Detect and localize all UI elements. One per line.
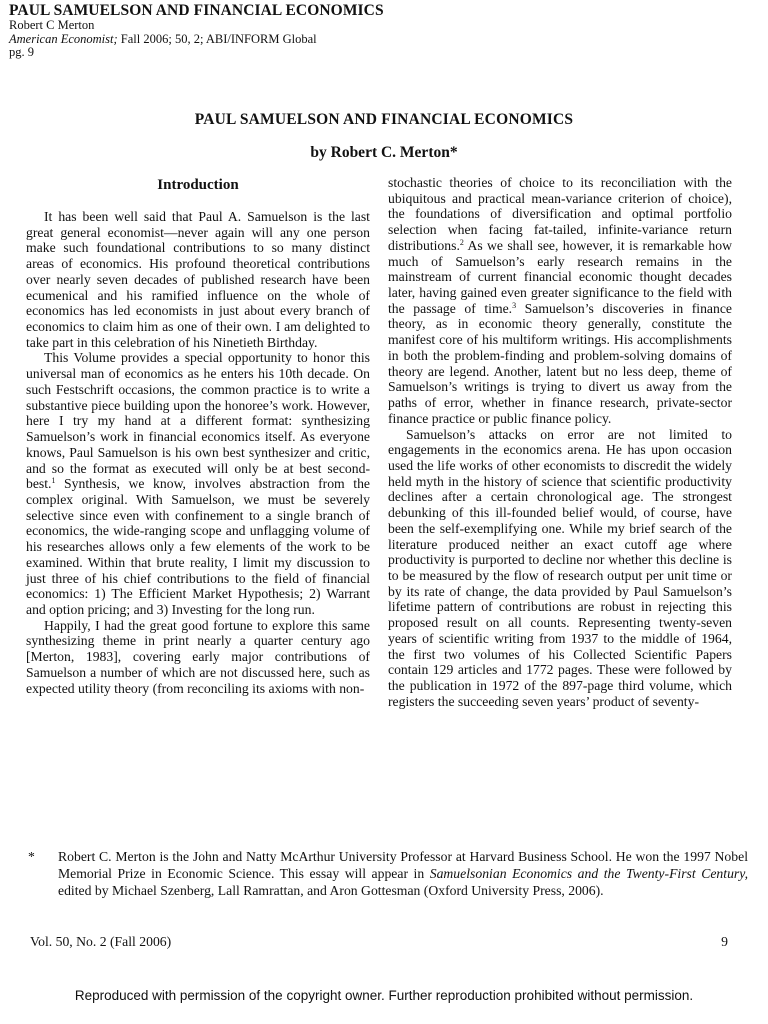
paragraph: stochastic theories of choice to its reconciliation with the ubiquitous and practical mean-variance criterion of choice), the foundations of diversification and optimal portfolio selection when facing fat-tailed, infinite-variance return distributions.$^2$ As we shall see, however, it is remarkable how much of Samuelson’s early research remains in the mainstream of current financial economic thought decades later, having gained even greater significance to the field with the passage of time.$^3$ Samuelson’s discoveries in finance theory, as in economic theory generally, constitute the manifest core of his multiform writings. His accomplishments in both the problem-finding and problem-solving domains of theory are legend. Another, latent but no less deep, theme of Samuelson’s writings is trying to divert us away from the paths of error, whether in finance research, private-sector finance practice or public finance policy. xyxy=(388,175,732,426)
paragraph: This Volume provides a special opportunity to honor this universal man of economics as he enters his 10th decade. On such Festschrift occasions, the common practice is to write a substantive piece building upon the honoree’s work. However, here I try my hand at a different format: synthesizing Samuelson’s work in financial economics itself. As everyone knows, Paul Samuelson is his own best synthesizer and critic, and so the format as executed will only be at best second-best.$^1$ Synthesis, we know, involves abstraction from the complex original. With Samuelson, we must be severely selective since even with confinement to a single branch of economics, the wide-ranging scope and unflagging volume of his researches allows only a few elements of the work to be examined. Within that brute reality, I limit my discussion to just three of his chief contributions to the field of financial economics: 1) The Efficient Market Hypothesis; 2) Warrant and option pricing; and 3) Investing for the long run. xyxy=(26,350,370,617)
footnote xyxy=(28,848,748,899)
footnote-book-title: Samuelsonian Economics and the Twenty-First Century, xyxy=(429,866,748,881)
footnote-text-2: edited by Michael Szenberg, Lall Ramrattan, and Aron Gottesman (Oxford University Press, 2006). xyxy=(58,883,604,898)
document-header xyxy=(9,2,384,60)
paragraph: Happily, I had the great good fortune to explore this same synthesizing theme in print nearly a quarter century ago [Merton, 1983], covering early major contributions of Samuelson a number of which are not discussed here, such as expected utility theory (from reconciling its axioms with non- xyxy=(26,617,370,696)
footer-volume: Vol. 50, No. 2 (Fall 2006) xyxy=(30,934,172,949)
header-citation xyxy=(9,33,384,47)
article-title: PAUL SAMUELSON AND FINANCIAL ECONOMICS xyxy=(194,111,574,128)
footnote-marker: * xyxy=(28,849,35,864)
footnote-text xyxy=(58,848,748,899)
header-page: pg. 9 xyxy=(9,45,34,59)
section-heading: Introduction xyxy=(157,177,239,193)
reproduction-notice: Reproduced with permission of the copyright owner. Further reproduction prohibited without permission. xyxy=(74,988,694,1003)
footnote-text-1: Robert C. Merton is the John and Natty McArthur University Professor at Harvard Business School. He won the 1997 Nobel Memorial Prize in Economic Science. This essay will appear in xyxy=(58,849,748,881)
paragraph: It has been well said that Paul A. Samuelson is the last great general economist—never again will any one person make such foundational contributions to so many distinct areas of economics. His profound theoretical contributions over nearly seven decades of published research have been ecumenical and his ramified influence on the whole of economics has led economists in just about every branch of economics to claim him as one of their own. I am delighted to take part in this celebration of his Ninetieth Birthday. xyxy=(26,209,370,350)
footnote-reference: 3 xyxy=(512,300,517,310)
footnote-reference: 2 xyxy=(459,237,464,247)
paragraph: Samuelson’s attacks on error are not limited to engagements in the economics arena. He has upon occasion used the life works of other economists to discredit the widely held myth in the history of science that scientific productivity declines after a certain chronological age. The strongest debunking of this ill-founded belief would, of course, have been the self-exemplifying one. While my brief search of the literature produced neither an exact cutoff age where productivity is purported to decline nor whether this decline is to be measured by the flow of research output per unit time or by its rate of change, the data provided by Paul Samuelson’s lifetime pattern of contributions are robust in rejecting this proposed result on all counts. Representing twenty-seven years of scientific writing from 1937 to the middle of 1964, the first two volumes of his Collected Scientific Papers contain 129 articles and 1772 pages. These were followed by the publication in 1972 of the 897-page third volume, which registers the succeeding seven years’ product of seventy- xyxy=(388,426,732,709)
header-journal: American Economist; xyxy=(9,31,118,46)
header-citation-text: Fall 2006; 50, 2; ABI/INFORM Global xyxy=(120,31,317,46)
left-column xyxy=(26,175,370,696)
article-byline: by Robert C. Merton* xyxy=(310,144,458,161)
footnote-reference: 1 xyxy=(51,476,56,486)
header-title: PAUL SAMUELSON AND FINANCIAL ECONOMICS xyxy=(9,2,384,19)
footer-page-number: 9 xyxy=(721,934,728,949)
right-column xyxy=(388,175,732,709)
header-author: Robert C Merton xyxy=(9,18,95,32)
